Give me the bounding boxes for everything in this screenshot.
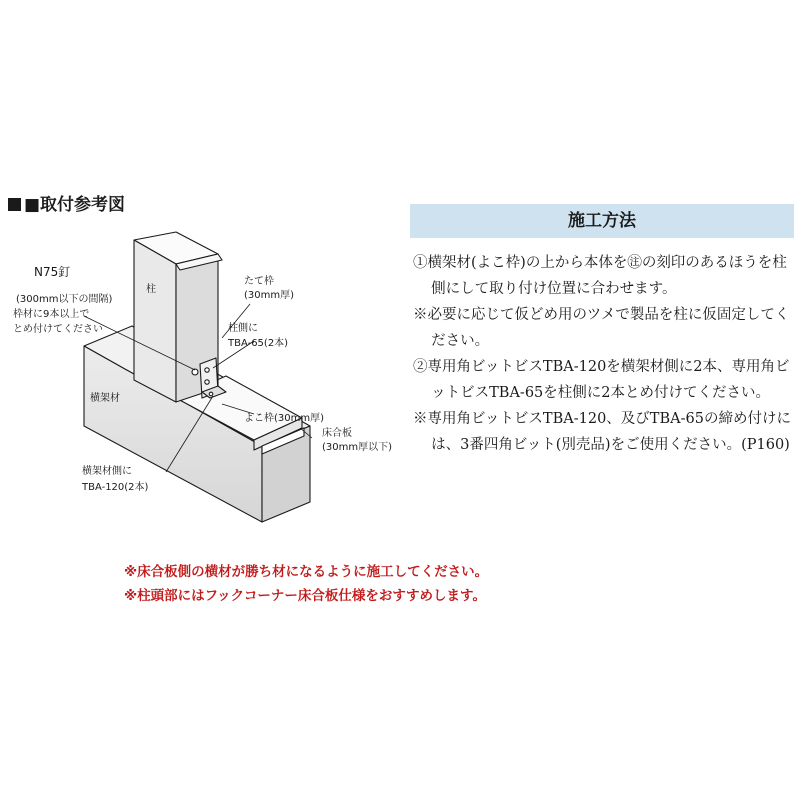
step-2: ②専用角ビットビスTBA-120を横架材側に2本、専用角ビットビスTBA-65を柱側に2本とめ付けてください。: [413, 359, 790, 401]
vertical-frame-thickness-label: (30mm厚): [244, 290, 295, 301]
section-title: [8, 190, 125, 215]
step-note-2: ※専用角ビットビスTBA-120、及びTBA-65の締め付けには、3番四角ビット(別売品)をご使用ください。(P160): [413, 411, 791, 453]
crossbeam-label: 横架材: [90, 393, 120, 404]
method-header: 施工方法: [410, 204, 794, 238]
post-front: [134, 240, 176, 402]
nail-note-line1: 枠材に9本以上で: [13, 309, 90, 320]
nail-note-line2: とめ付けてください: [13, 324, 103, 335]
vertical-frame-label: たて枠: [244, 276, 274, 287]
post-side-screw-label: TBA-65(2本): [228, 338, 289, 349]
nail-label: N75釘: [34, 265, 71, 279]
crossbeam-side-label: 横架材側に: [82, 466, 132, 477]
crossbeam-side-screw-label: TBA-120(2本): [82, 482, 149, 493]
method-steps: [413, 250, 797, 458]
warning-note-2: ※柱頭部にはフックコーナー床合板仕様をおすすめします。: [124, 588, 486, 604]
section-title-text: ■取付参考図: [24, 195, 126, 215]
warning-notes: [124, 560, 488, 608]
post-label: 柱: [146, 284, 156, 295]
mounting-diagram: [0, 220, 400, 540]
step-1: ①横架材(よこ枠)の上から本体を㊟の刻印のあるほうを柱側にして取り付け位置に合わせます。: [413, 255, 787, 297]
horizontal-frame-label: よこ枠(30mm厚): [244, 413, 325, 424]
warning-note-1: ※床合板側の横材が勝ち材になるように施工してください。: [124, 564, 489, 580]
floor-board-thickness-label: (30mm厚以下): [322, 442, 393, 453]
floor-board-label: 床合板: [322, 428, 352, 439]
square-bullet-icon: [8, 198, 21, 211]
nail-spacing-label: (300mm以下の間隔): [16, 294, 113, 305]
step-note-1: ※必要に応じて仮どめ用のツメで製品を柱に仮固定してください。: [413, 307, 790, 349]
post-side-label: 柱側に: [228, 323, 258, 334]
